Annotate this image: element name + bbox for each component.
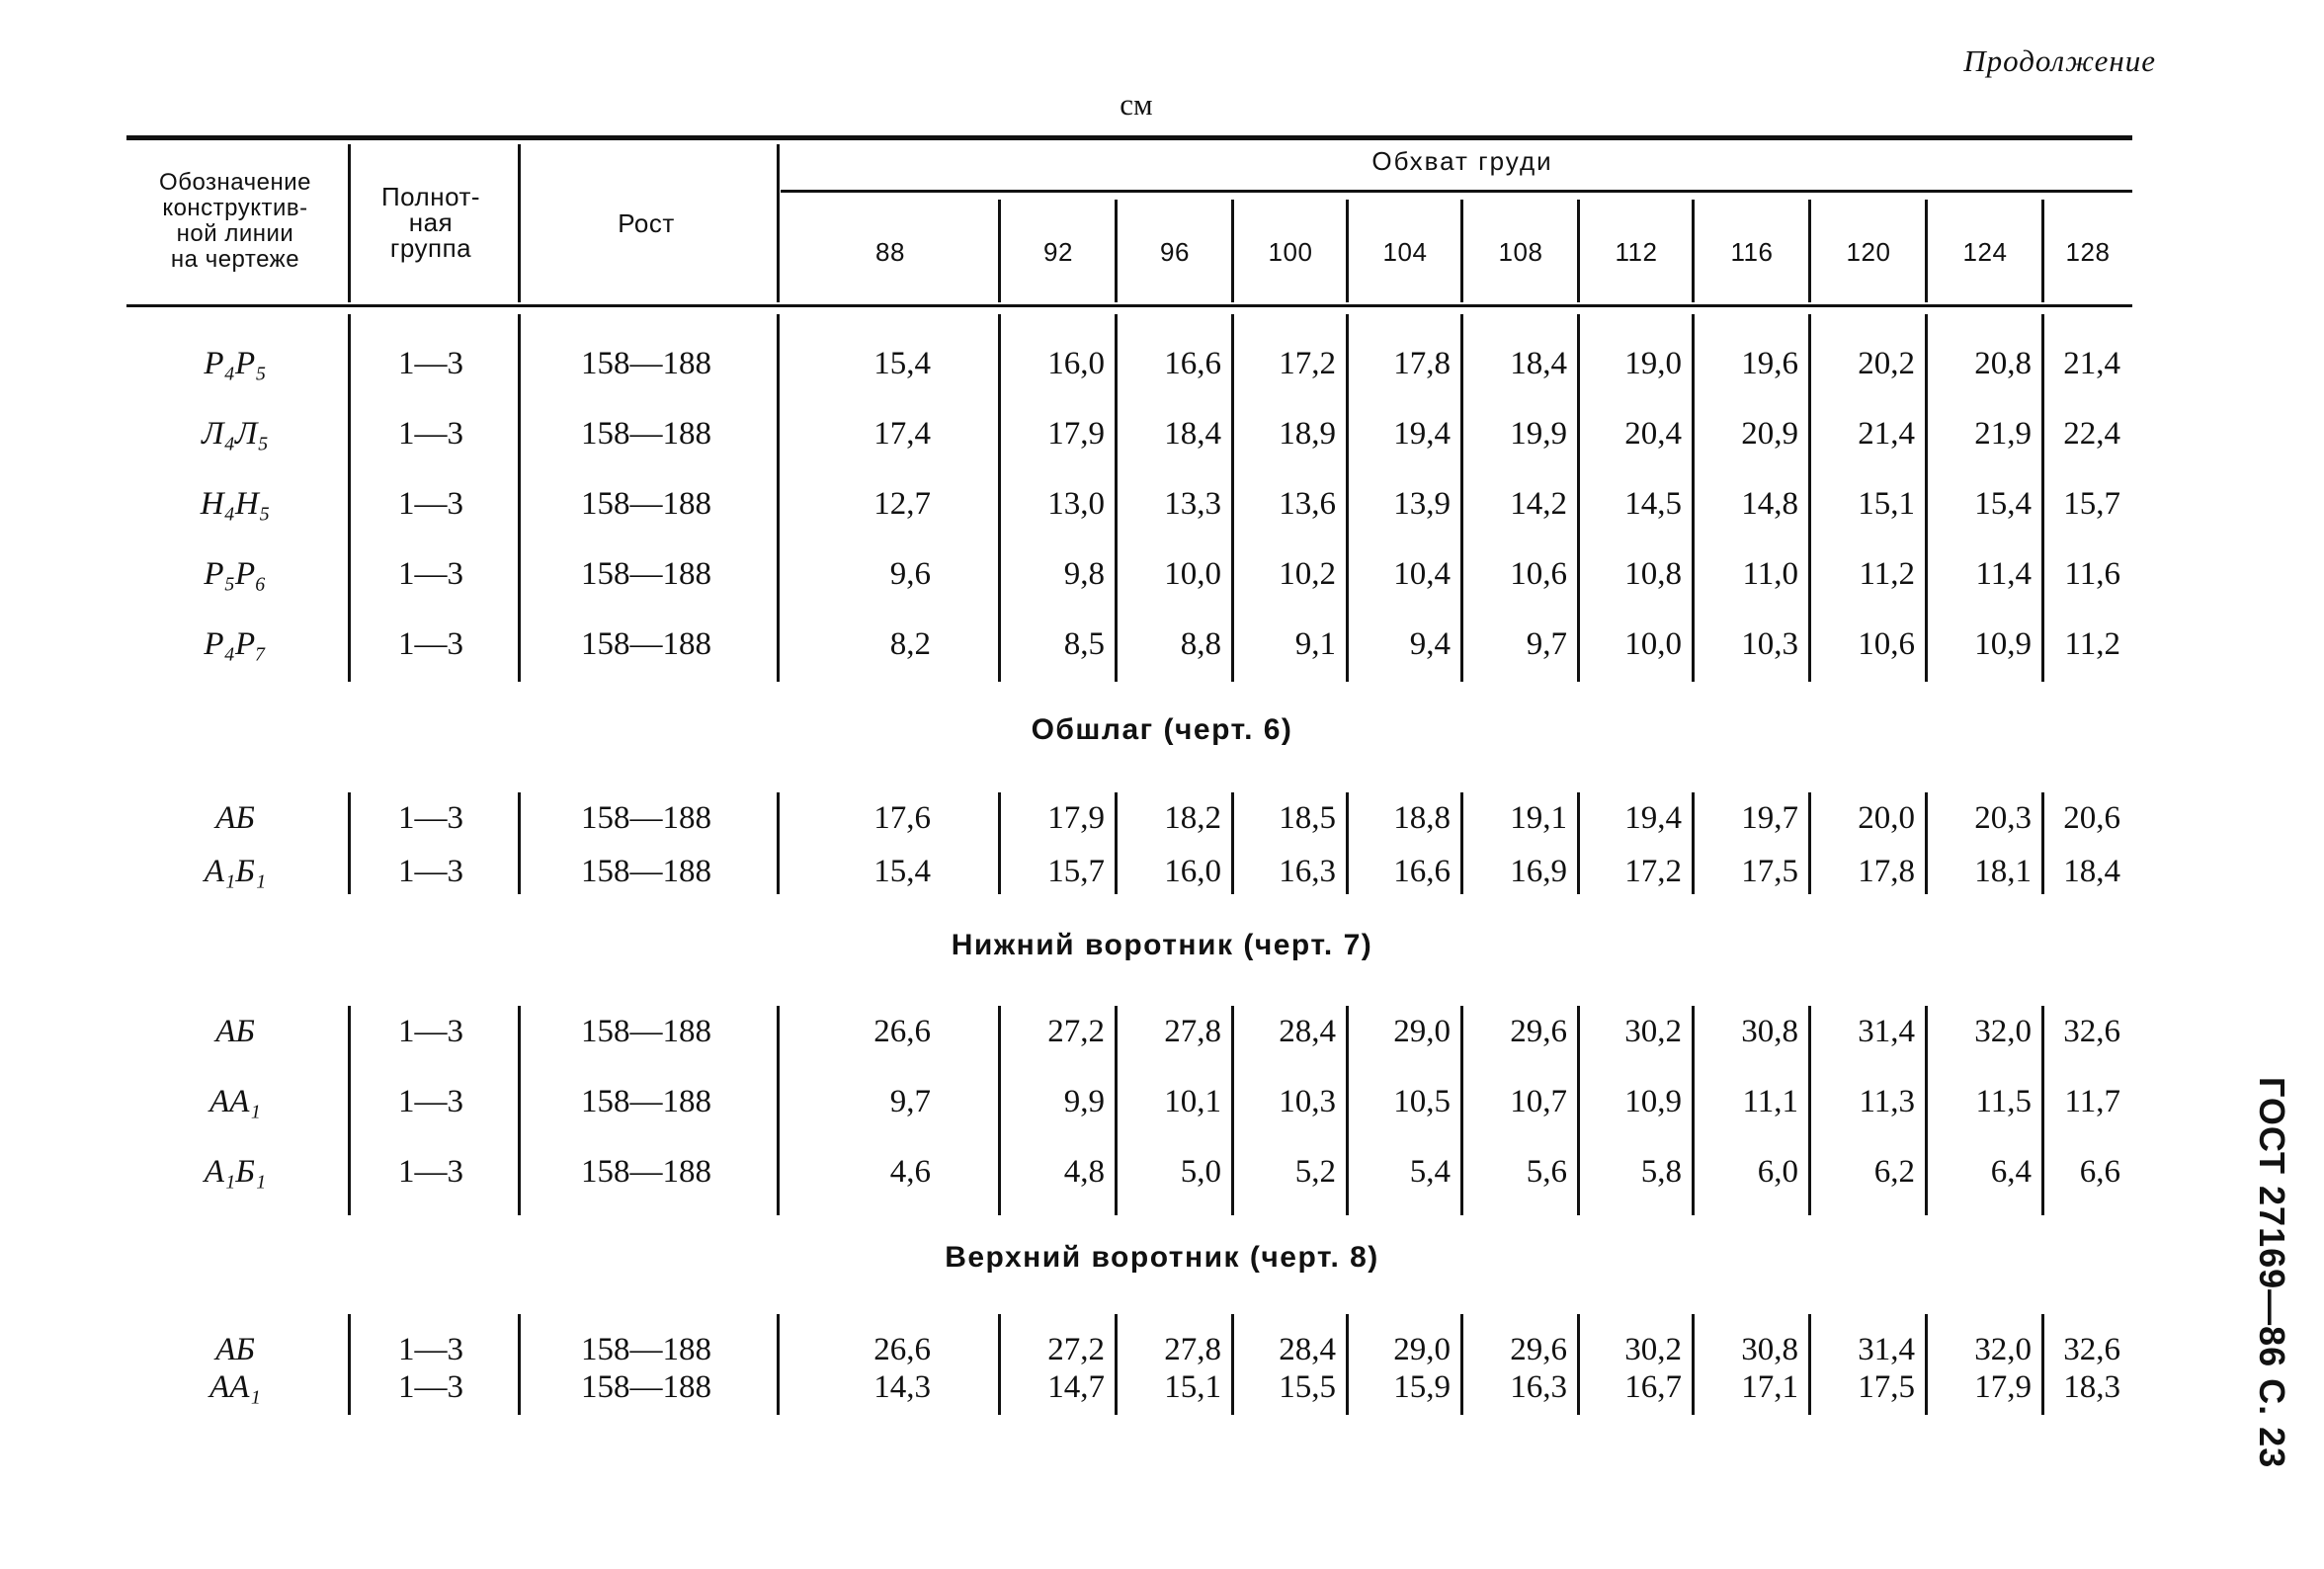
measurement-value: 17,8: [1393, 346, 1451, 381]
measurement-value: 16,3: [1279, 854, 1336, 889]
measurement-value: 14,7: [1047, 1369, 1105, 1405]
header-column-rule: [348, 144, 351, 302]
measurement-value: 16,0: [1164, 854, 1221, 889]
measurement-value: 26,6: [873, 1014, 931, 1049]
measurement-value: 9,7: [889, 1084, 931, 1119]
height-range: 158—188: [581, 626, 711, 662]
measurement-value: 13,3: [1164, 486, 1221, 522]
fullness-group: 1—3: [398, 416, 463, 452]
measurement-value: 8,5: [1063, 626, 1105, 662]
measurement-value: 27,8: [1164, 1014, 1221, 1049]
measurement-value: 11,0: [1742, 556, 1798, 592]
unit-label: см: [1120, 87, 1153, 122]
section-title: Нижний воротник (черт. 7): [951, 929, 1373, 961]
column-rule: [777, 314, 780, 682]
measurement-value: 17,6: [873, 800, 931, 836]
chest-size-label: 116: [1730, 237, 1774, 267]
measurement-value: 17,2: [1624, 854, 1682, 889]
measurement-value: 5,8: [1640, 1154, 1682, 1190]
measurement-value: 13,0: [1047, 486, 1105, 522]
chest-size-label: 124: [1962, 237, 2008, 267]
chest-size-label: 96: [1160, 237, 1190, 267]
measurement-value: 10,1: [1164, 1084, 1221, 1119]
measurement-value: 10,9: [1624, 1084, 1682, 1119]
measurement-value: 32,6: [2063, 1014, 2120, 1049]
fullness-group: 1—3: [398, 1014, 463, 1049]
measurement-value: 6,4: [1990, 1154, 2032, 1190]
measurement-value: 20,2: [1858, 346, 1915, 381]
measurement-value: 30,8: [1741, 1014, 1798, 1049]
measurement-value: 18,9: [1279, 416, 1336, 452]
line-designation: Р₅Р₆: [204, 556, 267, 592]
measurement-value: 9,9: [1063, 1084, 1105, 1119]
measurement-value: 32,6: [2063, 1332, 2120, 1367]
measurement-value: 20,8: [1974, 346, 2032, 381]
chest-size-label: 88: [875, 237, 905, 267]
measurement-value: 9,6: [889, 556, 931, 592]
height-range: 158—188: [581, 1332, 711, 1367]
measurement-value: 4,6: [889, 1154, 931, 1190]
measurement-value: 16,6: [1164, 346, 1221, 381]
header-column-rule: [998, 200, 1001, 302]
measurement-value: 18,5: [1279, 800, 1336, 836]
measurement-value: 6,0: [1757, 1154, 1798, 1190]
height-range: 158—188: [581, 854, 711, 889]
header-chest: Обхват груди: [1371, 146, 1553, 176]
measurement-value: 17,9: [1047, 416, 1105, 452]
line-designation: АА₁: [209, 1084, 261, 1119]
chest-size-label: 112: [1615, 237, 1658, 267]
measurement-value: 11,7: [2064, 1084, 2120, 1119]
measurement-value: 27,2: [1047, 1332, 1105, 1367]
measurement-value: 29,6: [1510, 1014, 1567, 1049]
measurement-value: 20,3: [1974, 800, 2032, 836]
header-column-rule: [777, 144, 780, 302]
fullness-group: 1—3: [398, 1154, 463, 1190]
line-designation: АБ: [215, 1014, 255, 1049]
chest-size-label: 104: [1382, 237, 1428, 267]
measurement-value: 12,7: [873, 486, 931, 522]
header-designation: Обозначение конструктив- ной линии на чертеже: [159, 169, 311, 273]
measurement-value: 29,0: [1393, 1332, 1451, 1367]
header-fullness: Полнот- ная группа: [380, 182, 481, 263]
line-designation: Н₄Н₅: [200, 486, 271, 522]
measurement-value: 5,4: [1409, 1154, 1451, 1190]
measurement-value: 10,0: [1624, 626, 1682, 662]
measurement-value: 17,9: [1047, 800, 1105, 836]
measurement-value: 9,7: [1526, 626, 1567, 662]
measurement-value: 20,4: [1624, 416, 1682, 452]
measurement-value: 14,2: [1510, 486, 1567, 522]
measurement-value: 14,8: [1741, 486, 1798, 522]
measurement-value: 15,1: [1858, 486, 1915, 522]
measurement-value: 18,4: [1510, 346, 1567, 381]
measurement-value: 17,5: [1741, 854, 1798, 889]
measurement-value: 6,6: [2079, 1154, 2120, 1190]
measurement-value: 15,4: [873, 854, 931, 889]
header-column-rule: [1925, 200, 1928, 302]
measurement-value: 13,9: [1393, 486, 1451, 522]
header-column-rule: [1692, 200, 1695, 302]
measurement-value: 10,9: [1974, 626, 2032, 662]
measurement-value: 11,6: [2064, 556, 2120, 592]
chest-size-label: 108: [1498, 237, 1543, 267]
header-column-rule: [518, 144, 521, 302]
column-rule: [777, 792, 780, 894]
measurement-value: 11,2: [2064, 626, 2120, 662]
measurement-value: 10,6: [1510, 556, 1567, 592]
measurement-value: 15,7: [2063, 486, 2120, 522]
measurement-value: 20,9: [1741, 416, 1798, 452]
measurement-value: 18,4: [1164, 416, 1221, 452]
measurement-value: 10,6: [1858, 626, 1915, 662]
height-range: 158—188: [581, 416, 711, 452]
measurement-value: 17,1: [1741, 1369, 1798, 1405]
header-column-rule: [1808, 200, 1811, 302]
fullness-group: 1—3: [398, 556, 463, 592]
measurement-value: 30,8: [1741, 1332, 1798, 1367]
measurement-value: 16,6: [1393, 854, 1451, 889]
header-column-rule: [1115, 200, 1118, 302]
fullness-group: 1—3: [398, 486, 463, 522]
header-column-rule: [1577, 200, 1580, 302]
measurement-value: 6,2: [1873, 1154, 1915, 1190]
line-designation: Р₄Р₇: [204, 626, 267, 662]
measurement-value: 9,4: [1409, 626, 1451, 662]
measurement-value: 10,3: [1279, 1084, 1336, 1119]
height-range: 158—188: [581, 486, 711, 522]
measurement-value: 10,3: [1741, 626, 1798, 662]
measurement-value: 19,4: [1393, 416, 1451, 452]
height-range: 158—188: [581, 1014, 711, 1049]
measurement-value: 10,8: [1624, 556, 1682, 592]
measurement-value: 9,1: [1294, 626, 1336, 662]
line-designation: А₁Б₁: [204, 854, 267, 889]
height-range: 158—188: [581, 800, 711, 836]
measurement-value: 26,6: [873, 1332, 931, 1367]
measurement-value: 20,0: [1858, 800, 1915, 836]
chest-size-label: 100: [1268, 237, 1313, 267]
measurement-value: 19,4: [1624, 800, 1682, 836]
measurement-value: 8,8: [1180, 626, 1221, 662]
measurement-value: 16,0: [1047, 346, 1105, 381]
continued-label: Продолжение: [1963, 43, 2156, 78]
measurement-value: 18,3: [2063, 1369, 2120, 1405]
measurement-value: 17,5: [1858, 1369, 1915, 1405]
measurement-value: 18,1: [1974, 854, 2032, 889]
fullness-group: 1—3: [398, 626, 463, 662]
measurement-value: 29,6: [1510, 1332, 1567, 1367]
measurement-value: 16,7: [1624, 1369, 1682, 1405]
header-column-rule: [2041, 200, 2044, 302]
measurement-value: 31,4: [1858, 1014, 1915, 1049]
measurement-value: 31,4: [1858, 1332, 1915, 1367]
height-range: 158—188: [581, 556, 711, 592]
measurement-value: 21,9: [1974, 416, 2032, 452]
measurement-value: 5,6: [1526, 1154, 1567, 1190]
measurement-value: 19,7: [1741, 800, 1798, 836]
line-designation: АБ: [215, 800, 255, 836]
column-rule: [777, 1314, 780, 1415]
line-designation: А₁Б₁: [204, 1154, 267, 1190]
measurement-value: 19,9: [1510, 416, 1567, 452]
measurement-value: 20,6: [2063, 800, 2120, 836]
measurement-value: 17,4: [873, 416, 931, 452]
measurement-value: 29,0: [1393, 1014, 1451, 1049]
measurement-value: 27,2: [1047, 1014, 1105, 1049]
fullness-group: 1—3: [398, 1332, 463, 1367]
measurement-value: 19,6: [1741, 346, 1798, 381]
height-range: 158—188: [581, 346, 711, 381]
chest-size-label: 128: [2065, 237, 2111, 267]
measurement-value: 32,0: [1974, 1014, 2032, 1049]
measurement-value: 5,0: [1180, 1154, 1221, 1190]
measurement-value: 10,0: [1164, 556, 1221, 592]
measurement-value: 32,0: [1974, 1332, 2032, 1367]
measurement-value: 4,8: [1063, 1154, 1105, 1190]
height-range: 158—188: [581, 1154, 711, 1190]
measurement-value: 17,8: [1858, 854, 1915, 889]
measurement-value: 17,9: [1974, 1369, 2032, 1405]
measurement-value: 15,9: [1393, 1369, 1451, 1405]
measurement-value: 15,4: [873, 346, 931, 381]
fullness-group: 1—3: [398, 800, 463, 836]
section-title: Верхний воротник (черт. 8): [945, 1241, 1379, 1274]
line-designation: АБ: [215, 1332, 255, 1367]
measurement-value: 28,4: [1279, 1014, 1336, 1049]
measurement-value: 21,4: [2063, 346, 2120, 381]
measurement-value: 14,5: [1624, 486, 1682, 522]
measurement-value: 9,8: [1063, 556, 1105, 592]
fullness-group: 1—3: [398, 1369, 463, 1405]
header-column-rule: [1346, 200, 1349, 302]
measurement-value: 15,4: [1974, 486, 2032, 522]
chest-size-label: 92: [1043, 237, 1073, 267]
fullness-group: 1—3: [398, 854, 463, 889]
measurement-value: 18,2: [1164, 800, 1221, 836]
measurement-value: 30,2: [1624, 1014, 1682, 1049]
measurement-value: 15,7: [1047, 854, 1105, 889]
line-designation: АА₁: [209, 1369, 261, 1405]
table-top-rule: [126, 135, 2132, 140]
header-column-rule: [1460, 200, 1463, 302]
measurement-value: 15,5: [1279, 1369, 1336, 1405]
measurement-value: 11,4: [1975, 556, 2032, 592]
measurement-value: 11,2: [1859, 556, 1915, 592]
measurement-value: 16,9: [1510, 854, 1567, 889]
measurement-value: 10,4: [1393, 556, 1451, 592]
measurement-value: 11,5: [1975, 1084, 2032, 1119]
header-bottom-rule: [126, 304, 2132, 307]
measurement-value: 10,5: [1393, 1084, 1451, 1119]
header-height: Рост: [618, 208, 675, 238]
measurement-value: 17,2: [1279, 346, 1336, 381]
measurement-value: 15,1: [1164, 1369, 1221, 1405]
measurement-value: 18,4: [2063, 854, 2120, 889]
chest-size-label: 120: [1846, 237, 1891, 267]
chest-header-rule: [781, 190, 2132, 193]
measurement-value: 5,2: [1294, 1154, 1336, 1190]
measurement-value: 10,7: [1510, 1084, 1567, 1119]
measurement-value: 22,4: [2063, 416, 2120, 452]
measurement-value: 14,3: [873, 1369, 931, 1405]
measurement-value: 27,8: [1164, 1332, 1221, 1367]
height-range: 158—188: [581, 1369, 711, 1405]
measurement-value: 11,1: [1742, 1084, 1798, 1119]
gost-page-label: ГОСТ 27169—86 С. 23: [2252, 1077, 2292, 1469]
measurement-value: 28,4: [1279, 1332, 1336, 1367]
measurement-value: 13,6: [1279, 486, 1336, 522]
line-designation: Л₄Л₅: [202, 416, 269, 452]
fullness-group: 1—3: [398, 346, 463, 381]
header-column-rule: [1231, 200, 1234, 302]
measurement-value: 8,2: [889, 626, 931, 662]
line-designation: Р₄Р₅: [204, 346, 267, 381]
height-range: 158—188: [581, 1084, 711, 1119]
measurement-value: 19,1: [1510, 800, 1567, 836]
measurement-value: 18,8: [1393, 800, 1451, 836]
column-rule: [777, 1006, 780, 1215]
measurement-value: 10,2: [1279, 556, 1336, 592]
measurement-value: 21,4: [1858, 416, 1915, 452]
fullness-group: 1—3: [398, 1084, 463, 1119]
measurement-value: 16,3: [1510, 1369, 1567, 1405]
measurement-value: 30,2: [1624, 1332, 1682, 1367]
measurement-value: 19,0: [1624, 346, 1682, 381]
measurement-value: 11,3: [1859, 1084, 1915, 1119]
section-title: Обшлаг (черт. 6): [1031, 713, 1293, 746]
